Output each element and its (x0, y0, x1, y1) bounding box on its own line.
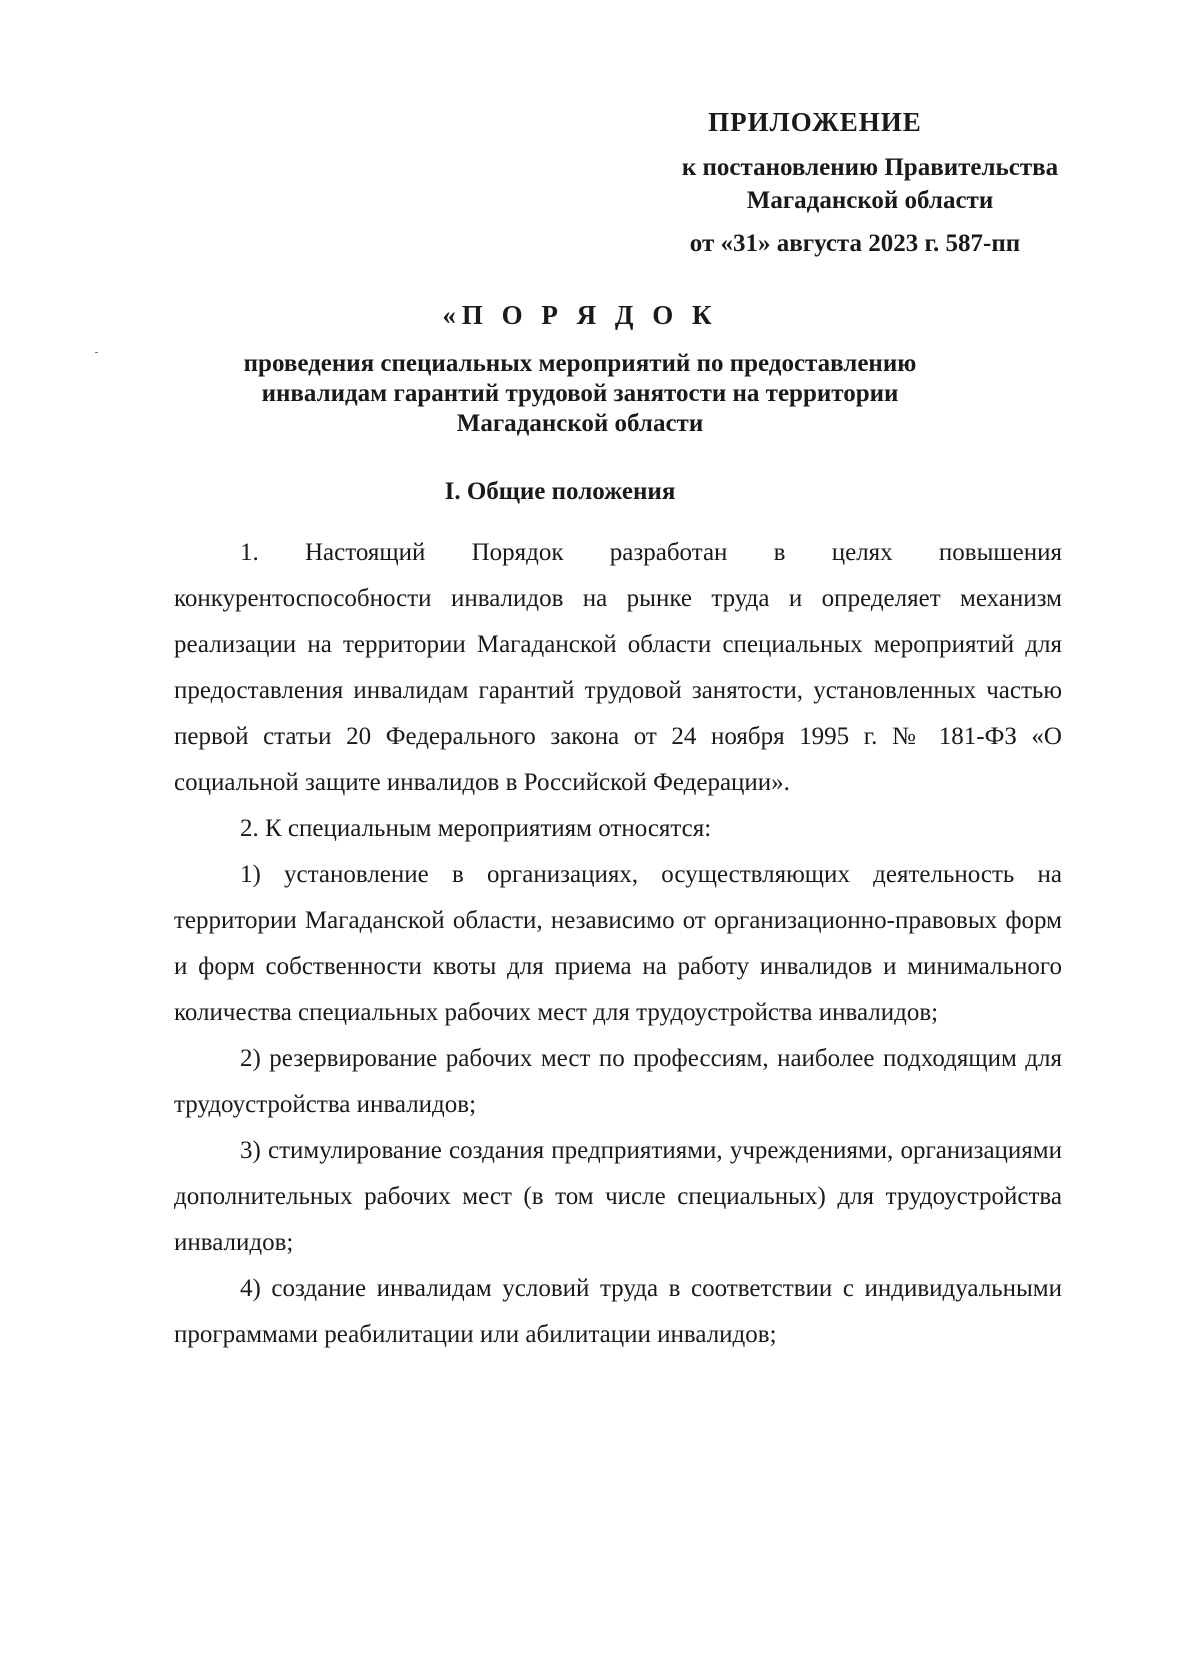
list-item-4: 4) создание инвалидам условий труда в соответствии с индивидуальными программами реабилитации или абилитации инвалидов; (174, 1275, 1062, 1348)
section-heading: I. Общие положения (444, 478, 676, 505)
appendix-reference-line-2: Магаданской области (746, 187, 994, 214)
document-title (0, 300, 1200, 439)
list-item-2: 2) резервирование рабочих мест по профессиям, наиболее подходящим для трудоустройства инвалидов; (174, 1045, 1062, 1118)
paragraph-2: 2. К специальным мероприятиям относятся: (240, 815, 712, 842)
list-item-1: 1) установление в организациях, осуществляющих деятельность на территории Магаданской области, независимо от организационно-правовых форм и форм собственности квоты для приема на работу инвалидов и минимального количества специальных рабочих мест для трудоустройства инвалидов; (174, 861, 1062, 1026)
appendix-reference-line-1: к постановлению Правительства (681, 154, 1059, 181)
order-heading: «П О Р Я Д О К (442, 300, 718, 330)
appendix-header (640, 106, 1100, 260)
order-subtitle-line-3: Магаданской области (456, 410, 704, 437)
appendix-title: ПРИЛОЖЕНИЕ (708, 107, 922, 137)
order-subtitle-line-1: проведения специальных мероприятий по предоставлению (243, 350, 917, 377)
document-body (174, 530, 1062, 1358)
list-item-3: 3) стимулирование создания предприятиями, учреждениями, организациями дополнительных рабочих мест (в том числе специальных) для трудоустройства инвалидов; (174, 1137, 1062, 1256)
appendix-date-number: от «31» августа 2023 г. 587-пп (689, 230, 1021, 257)
order-subtitle-line-2: инвалидам гарантий трудовой занятости на территории (261, 380, 899, 407)
paragraph-1: 1. Настоящий Порядок разработан в целях повышения конкурентоспособности инвалидов на рынке труда и определяет механизм реализации на территории Магаданской области специальных мероприятий для предоставления инвалидам гарантий трудовой занятости, установленных частью первой статьи 20 Федерального закона от 24 ноября 1995 г. № 181-ФЗ «О социальной защите инвалидов в Российской Федерации». (174, 539, 1062, 796)
